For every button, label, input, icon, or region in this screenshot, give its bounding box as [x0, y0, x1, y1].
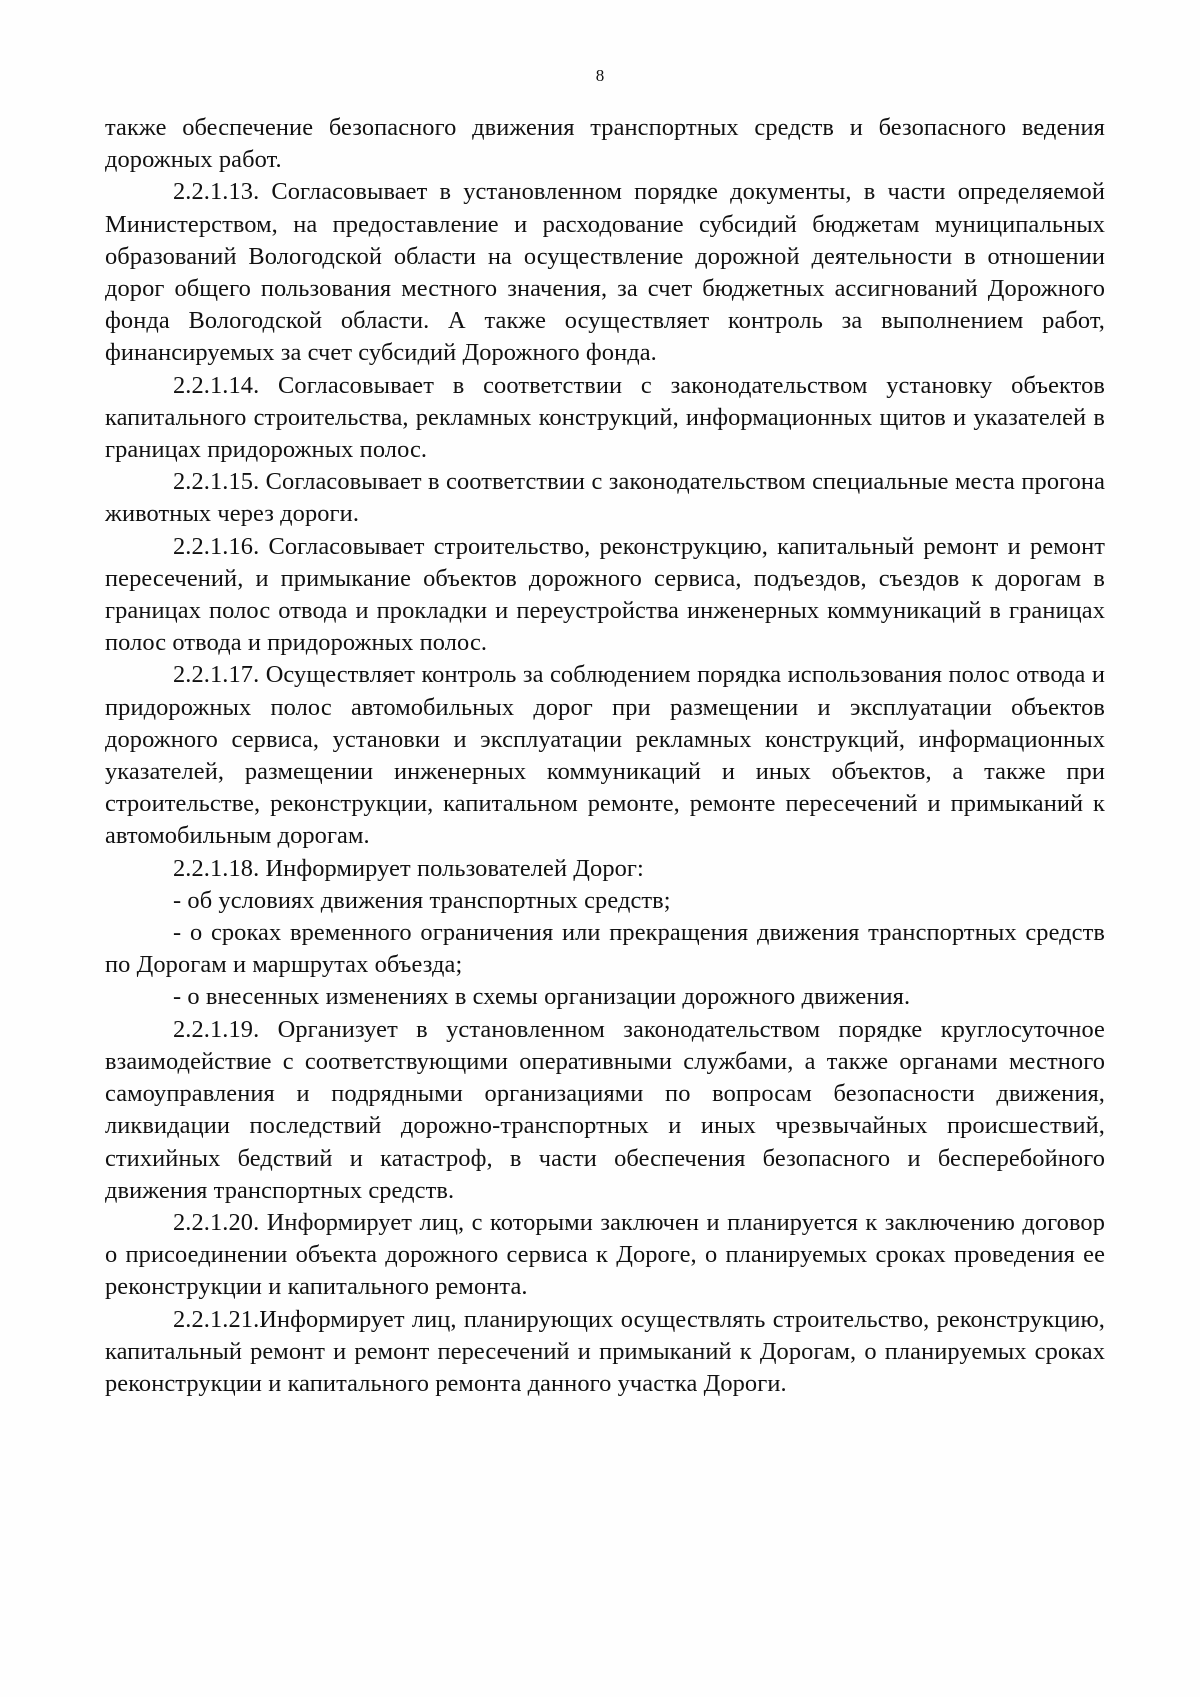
list-item-scheme-changes: - о внесенных изменениях в схемы организации дорожного движения. [173, 983, 911, 1011]
document-body [105, 112, 1105, 1400]
paragraph-2-2-1-20: 2.2.1.20. Информирует лиц, с которыми заключен и планируется к заключению договор о присоединении объекта дорожного сервиса к Дороге, о планируемых сроках проведения ее реконструкции и капитального ремонта. [105, 1208, 1105, 1301]
paragraph-2-2-1-14: 2.2.1.14. Согласовывает в соответствии с законодательством установку объектов капитального строительства, рекламных конструкций, информационных щитов и указателей в границах придорожных полос. [105, 371, 1105, 464]
paragraph-continuation: также обеспечение безопасного движения транспортных средств и безопасного ведения дорожных работ. [105, 114, 1105, 174]
paragraph-2-2-1-19: 2.2.1.19. Организует в установленном законодательством порядке круглосуточное взаимодействие с соответствующими оперативными службами, а также органами местного самоуправления и подрядными организациями по вопросам безопасности движения, ликвидации последствий дорожно-транспортных и иных чрезвычайных происшествий, стихийных бедствий и катастроф, в части обеспечения безопасного и бесперебойного движения транспортных средств. [105, 1015, 1105, 1204]
paragraph-2-2-1-18: 2.2.1.18. Информирует пользователей Дорог: [173, 854, 644, 882]
page-number: 8 [595, 66, 605, 85]
paragraph-2-2-1-13: 2.2.1.13. Согласовывает в установленном порядке документы, в части определяемой Министерством, на предоставление и расходование субсидий бюджетам муниципальных образований Вологодской области на осуществление дорожной деятельности в отношении дорог общего пользования местного значения, за счет бюджетных ассигнований Дорожного фонда Вологодской области. А также осуществляет контроль за выполнением работ, финансируемых за счет субсидий Дорожного фонда. [105, 178, 1105, 367]
paragraph-2-2-1-16: 2.2.1.16. Согласовывает строительство, реконструкцию, капитальный ремонт и ремонт пересечений, и примыкание объектов дорожного сервиса, подъездов, съездов к дорогам в границах полос отвода и прокладки и переустройства инженерных коммуникаций в границах полос отвода и придорожных полос. [105, 532, 1105, 657]
paragraph-2-2-1-15: 2.2.1.15. Согласовывает в соответствии с законодательством специальные места прогона животных через дороги. [105, 468, 1105, 528]
paragraph-2-2-1-21: 2.2.1.21.Информирует лиц, планирующих осуществлять строительство, реконструкцию, капитальный ремонт и ремонт пересечений и примыканий к Дорогам, о планируемых сроках реконструкции и капитального ремонта данного участка Дороги. [105, 1305, 1105, 1397]
list-item-traffic-conditions: - об условиях движения транспортных средств; [173, 886, 671, 914]
paragraph-2-2-1-17: 2.2.1.17. Осуществляет контроль за соблюдением порядка использования полос отвода и придорожных полос автомобильных дорог при размещении и эксплуатации объектов дорожного сервиса, установки и эксплуатации рекламных конструкций, информационных указателей, размещении инженерных коммуникаций и иных объектов, а также при строительстве, реконструкции, капитальном ремонте, ремонте пересечений и примыканий к автомобильным дорогам. [105, 661, 1105, 850]
list-item-restriction-periods: - о сроках временного ограничения или прекращения движения транспортных средств по Дорогам и маршрутах объезда; [105, 919, 1105, 979]
